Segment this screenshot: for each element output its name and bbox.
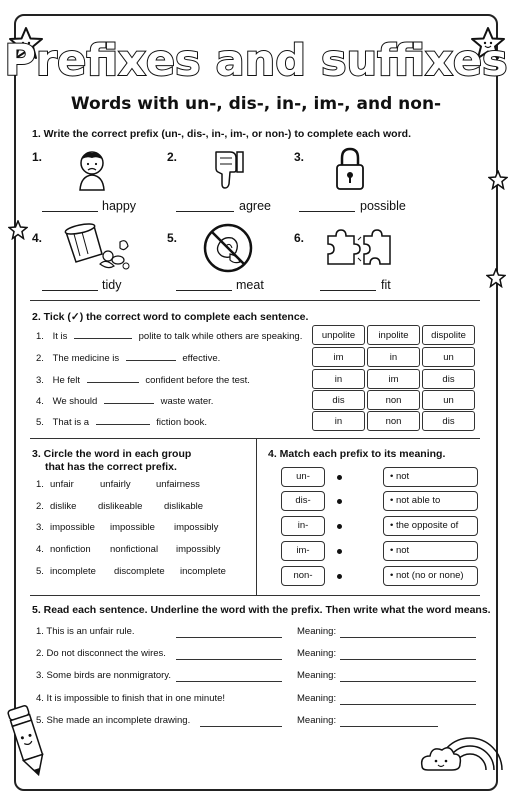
match-dot[interactable] [337, 549, 342, 554]
section-divider [30, 300, 480, 301]
meaning-box[interactable]: • the opposite of [383, 516, 478, 536]
word-choice[interactable]: incomplete [50, 566, 96, 577]
option-box[interactable]: un [422, 390, 475, 410]
section-1-heading: 1. Write the correct prefix (un-, dis-, in-, im-, or non-) to complete each word. [32, 128, 412, 140]
word-choice[interactable]: impossible [50, 522, 95, 533]
answer-blank[interactable] [176, 290, 232, 291]
option-box[interactable]: inpolite [367, 325, 420, 345]
meaning-blank[interactable] [340, 704, 476, 705]
meaning-label: Meaning: [297, 693, 337, 704]
sentence-row: 3. Some birds are nonmigratory. [36, 670, 171, 681]
underline-blank[interactable] [200, 726, 282, 727]
section-2-heading: 2. Tick (✓) the correct word to complete each sentence. [32, 311, 309, 323]
answer-blank[interactable] [126, 360, 176, 361]
word-choice[interactable]: nonfiction [50, 544, 91, 555]
meaning-label: Meaning: [297, 715, 337, 726]
option-box[interactable]: in [312, 411, 365, 431]
option-box[interactable]: non [367, 390, 420, 410]
answer-blank[interactable] [42, 211, 98, 212]
section-divider [30, 438, 480, 439]
word-choice[interactable]: dislikable [164, 501, 204, 512]
item-number: 3. [294, 150, 305, 164]
word-choice[interactable]: impossibly [174, 522, 219, 533]
meaning-box[interactable]: • not [383, 467, 478, 487]
match-dot[interactable] [337, 524, 342, 529]
meaning-label: Meaning: [297, 648, 337, 659]
word-choice[interactable]: unfairness [156, 479, 200, 490]
match-dot[interactable] [337, 499, 342, 504]
prefix-box[interactable]: in- [281, 516, 325, 536]
meaning-blank[interactable] [340, 659, 476, 660]
underline-blank[interactable] [176, 637, 282, 638]
prefix-box[interactable]: non- [281, 566, 325, 586]
prefix-box[interactable]: im- [281, 541, 325, 561]
pencil-character-icon [4, 702, 54, 780]
answer-blank[interactable] [42, 290, 98, 291]
column-divider [256, 438, 257, 595]
sentence-row: 1. It is polite to talk while others are speaking. [36, 331, 303, 342]
word-group-row: 1. unfair unfairly unfairness [36, 479, 200, 490]
sentence-row: 4. It is impossible to finish that in one minute! [36, 693, 226, 704]
page-subtitle: Words with un-, dis-, in-, im-, and non- [70, 94, 442, 114]
meaning-blank[interactable] [340, 681, 476, 682]
answer-blank[interactable] [74, 338, 132, 339]
word-choice[interactable]: dislikeable [98, 501, 143, 512]
small-star-icon [488, 170, 508, 190]
match-dot[interactable] [337, 574, 342, 579]
answer-blank[interactable] [87, 382, 139, 383]
meaning-label: Meaning: [297, 670, 337, 681]
word-stem: agree [239, 199, 271, 213]
spilled-trash-can-icon [56, 222, 136, 274]
item-number: 1. [32, 150, 43, 164]
underline-blank[interactable] [176, 659, 282, 660]
section-3-heading-line2: that has the correct prefix. [45, 461, 177, 473]
answer-blank[interactable] [320, 290, 376, 291]
option-box[interactable]: unpolite [312, 325, 365, 345]
rainbow-cloud-icon [418, 714, 506, 774]
option-box[interactable]: un [422, 347, 475, 367]
meaning-box[interactable]: • not (no or none) [383, 566, 478, 586]
thumbs-down-icon [210, 148, 248, 192]
word-choice[interactable]: nonfictional [110, 544, 159, 555]
word-stem: meat [236, 278, 264, 292]
item-number: 4. [32, 231, 43, 245]
sentence-row: 2. Do not disconnect the wires. [36, 648, 166, 659]
word-choice[interactable]: dislike [50, 501, 77, 512]
word-group-row: 3. impossible impossible impossibly [36, 522, 219, 533]
meaning-blank[interactable] [340, 637, 476, 638]
sentence-row: 5. She made an incomplete drawing. [36, 715, 191, 726]
prefix-box[interactable]: dis- [281, 491, 325, 511]
meaning-box[interactable]: • not [383, 541, 478, 561]
word-stem: possible [360, 199, 406, 213]
answer-blank[interactable] [104, 403, 154, 404]
sentence-row: 3. He felt confident before the test. [36, 375, 250, 386]
word-group-row: 5. incomplete discomplete incomplete [36, 566, 226, 577]
sad-boy-icon [72, 148, 112, 192]
prefix-box[interactable]: un- [281, 467, 325, 487]
word-stem: fit [381, 278, 391, 292]
word-choice[interactable]: discomplete [114, 566, 165, 577]
meaning-label: Meaning: [297, 626, 337, 637]
answer-blank[interactable] [299, 211, 355, 212]
option-box[interactable]: im [367, 369, 420, 389]
padlock-icon [333, 146, 367, 192]
puzzle-pieces-icon [322, 228, 394, 270]
option-box[interactable]: im [312, 347, 365, 367]
item-number: 2. [167, 150, 178, 164]
word-stem: happy [102, 199, 137, 213]
section-5-heading: 5. Read each sentence. Underline the word with the prefix. Then write what the word means. [32, 604, 491, 616]
sentence-row: 1. This is an unfair rule. [36, 626, 135, 637]
answer-blank[interactable] [96, 424, 150, 425]
option-box[interactable]: in [312, 369, 365, 389]
word-choice[interactable]: impossible [110, 522, 155, 533]
section-divider [30, 595, 480, 596]
page-title: Prefixes and suffixes [4, 36, 508, 86]
option-box[interactable]: dis [422, 411, 475, 431]
small-star-icon [486, 268, 506, 288]
word-choice[interactable]: unfair [50, 479, 74, 490]
small-star-icon [8, 220, 28, 240]
section-4-heading: 4. Match each prefix to its meaning. [268, 448, 446, 460]
word-stem: tidy [102, 278, 122, 292]
option-box[interactable]: dispolite [422, 325, 475, 345]
sentence-row: 2. The medicine is effective. [36, 353, 221, 364]
word-group-row: 4. nonfiction nonfictional impossibly [36, 544, 221, 555]
word-choice[interactable]: incomplete [180, 566, 226, 577]
option-box[interactable]: dis [312, 390, 365, 410]
underline-blank[interactable] [176, 681, 282, 682]
no-meat-icon [202, 222, 254, 274]
sentence-row: 4. We should waste water. [36, 396, 214, 407]
match-dot[interactable] [337, 475, 342, 480]
answer-blank[interactable] [176, 211, 234, 212]
option-box[interactable]: in [367, 347, 420, 367]
option-box[interactable]: dis [422, 369, 475, 389]
option-box[interactable]: non [367, 411, 420, 431]
sentence-row: 5. That is a fiction book. [36, 417, 207, 428]
section-3-heading: 3. Circle the word in each group [32, 448, 192, 460]
meaning-box[interactable]: • not able to [383, 491, 478, 511]
item-number: 5. [167, 231, 178, 245]
item-number: 6. [294, 231, 305, 245]
word-choice[interactable]: impossibly [176, 544, 221, 555]
word-choice[interactable]: unfairly [100, 479, 131, 490]
word-group-row: 2. dislike dislikeable dislikable [36, 501, 204, 512]
